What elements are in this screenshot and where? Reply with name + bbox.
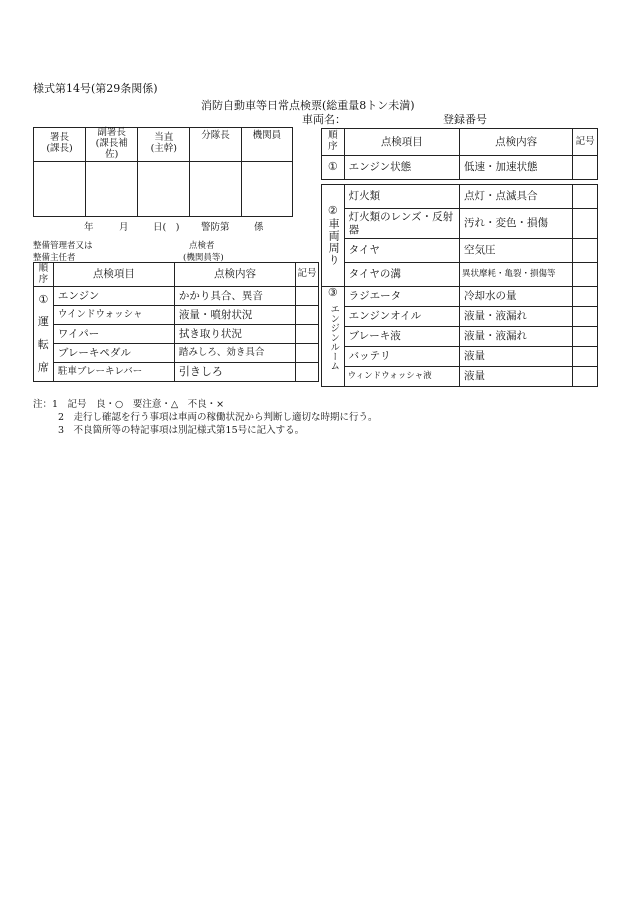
record-cell[interactable] (296, 287, 319, 306)
section-engine-number: ① (322, 156, 345, 180)
record-cell[interactable] (573, 307, 598, 327)
check-content: 空気圧 (460, 239, 573, 263)
check-content: かかり具合、異音 (174, 287, 295, 306)
record-cell[interactable] (573, 185, 598, 209)
record-cell[interactable] (573, 209, 598, 239)
record-cell[interactable] (296, 325, 319, 344)
note-2: 2 走行し確認を行う事項は車両の稼働状況から判断し適切な時期に行う。 (58, 412, 378, 423)
manager-label: 整備管理者又は (33, 241, 93, 251)
check-item: エンジン (53, 287, 174, 306)
form-number: 様式第14号(第29条関係) (33, 82, 158, 95)
check-content: 引きしろ (174, 363, 295, 382)
check-item: 灯火類 (344, 185, 459, 209)
approval-header: 副署長 (課長補佐) (86, 128, 138, 162)
record-cell[interactable] (573, 239, 598, 263)
record-header: 記号 (296, 263, 319, 287)
record-cell[interactable] (296, 363, 319, 382)
date-team: 警防第 (201, 222, 230, 233)
record-header: 記号 (573, 129, 598, 156)
record-cell[interactable] (573, 263, 598, 287)
check-item: 灯火類のレンズ・反射器 (344, 209, 459, 239)
check-item: エンジン状態 (344, 156, 459, 180)
check-content: 液量・噴射状況 (174, 306, 295, 325)
stamp-box[interactable] (241, 161, 292, 216)
check-item: ブレーキペダル (53, 344, 174, 363)
check-item: タイヤ (344, 239, 459, 263)
stamp-box[interactable] (86, 161, 138, 216)
item-header: 点検項目 (344, 129, 459, 156)
date-day: 日( ) (153, 222, 180, 233)
check-item: ウィンドウォッシャ液 (344, 367, 459, 387)
note-3: 3 不良箇所等の特記事項は別記様式第15号に記入する。 (58, 425, 305, 436)
form-title: 消防自動車等日常点検票(総重量8トン未満) (201, 99, 415, 112)
content-header: 点検内容 (174, 263, 295, 287)
check-item: バッテリ (344, 347, 459, 367)
section-around-vehicle: ② 車両周り (322, 185, 345, 287)
order-header: 順 序 (34, 263, 54, 287)
date-unit: 係 (254, 222, 264, 233)
check-content: 液量 (460, 367, 573, 387)
stamp-box[interactable] (190, 161, 241, 216)
inspector-label-2: (機関員等) (183, 253, 224, 263)
stamp-box[interactable] (34, 161, 86, 216)
section-engine-room: ③ エンジンルーム (322, 287, 345, 387)
item-header: 点検項目 (53, 263, 174, 287)
record-cell[interactable] (296, 344, 319, 363)
check-content: 拭き取り状況 (174, 325, 295, 344)
check-item: 駐車ブレーキレバー (53, 363, 174, 382)
vehicle-name-label: 車両名： (302, 113, 346, 126)
check-content: 低速・加速状態 (460, 156, 573, 180)
record-cell[interactable] (573, 327, 598, 347)
record-cell[interactable] (573, 367, 598, 387)
record-cell[interactable] (573, 287, 598, 307)
manager-label-2: 整備主任者 (33, 253, 76, 263)
right-inspection-table (321, 128, 598, 387)
check-content: 異状摩耗・亀裂・損傷等 (460, 263, 573, 287)
check-content: 液量 (460, 347, 573, 367)
check-content: 汚れ・変色・損傷 (460, 209, 573, 239)
left-inspection-table (33, 262, 319, 382)
registration-label: 登録番号 (443, 113, 487, 126)
order-header: 順 序 (322, 129, 345, 156)
check-item: エンジンオイル (344, 307, 459, 327)
record-cell[interactable] (296, 306, 319, 325)
check-content: 液量・液漏れ (460, 327, 573, 347)
check-item: タイヤの溝 (344, 263, 459, 287)
record-cell[interactable] (573, 156, 598, 180)
check-content: 液量・液漏れ (460, 307, 573, 327)
approval-header: 機関員 (241, 128, 292, 162)
approval-table (33, 127, 293, 217)
check-item: ウインドウォッシャ (53, 306, 174, 325)
check-item: ブレーキ液 (344, 327, 459, 347)
note-1: 注：1 記号 良・○ 要注意・△ 不良・× (33, 399, 225, 410)
section-driver-seat: ① 運 転 席 (34, 287, 54, 382)
check-content: 冷却水の量 (460, 287, 573, 307)
approval-header: 署長 (課長) (34, 128, 86, 162)
approval-header: 分隊長 (190, 128, 241, 162)
check-item: ワイパー (53, 325, 174, 344)
check-content: 点灯・点滅具合 (460, 185, 573, 209)
record-cell[interactable] (573, 347, 598, 367)
content-header: 点検内容 (460, 129, 573, 156)
date-month: 月 (119, 222, 129, 233)
inspector-label: 点検者 (189, 241, 215, 251)
check-content: 踏みしろ、効き具合 (174, 344, 295, 363)
stamp-box[interactable] (138, 161, 190, 216)
check-item: ラジエータ (344, 287, 459, 307)
approval-header: 当直 (主幹) (138, 128, 190, 162)
date-year: 年 (84, 222, 94, 233)
